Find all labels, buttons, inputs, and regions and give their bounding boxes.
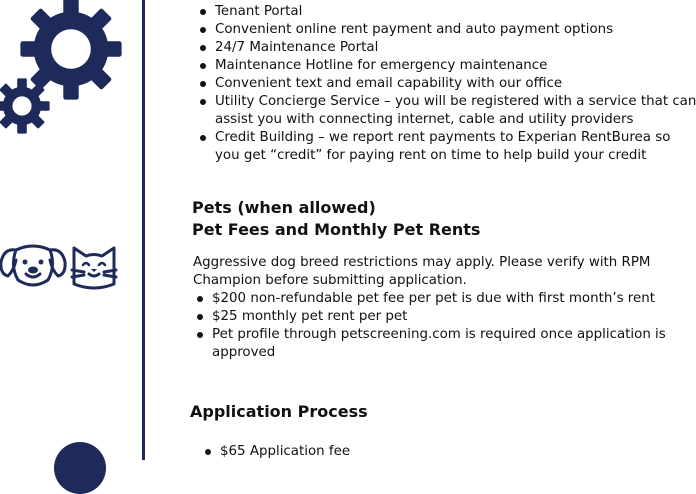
pets-note-line1: Aggressive dog breed restrictions may apply. Please verify with RPM [193, 255, 651, 270]
feature-item-text: Convenient text and email capability with our office [215, 76, 563, 91]
cat-face-icon [68, 240, 120, 292]
pet-fees-list [196, 290, 666, 362]
application-item-text: $65 Application fee [220, 444, 351, 459]
pet-fee-item [196, 326, 666, 362]
feature-item [199, 21, 659, 39]
feature-item-text: assist you with connecting internet, cable and utility providers [215, 112, 634, 127]
feature-item [199, 57, 659, 75]
feature-item-text: Credit Building – we report rent payments to Experian RentBurea so [215, 130, 671, 145]
feature-item [199, 75, 659, 93]
circle-icon [54, 442, 106, 494]
pets-note-line2: Champion before submitting application. [193, 273, 467, 288]
application-list [204, 443, 624, 461]
pet-fee-item [196, 290, 655, 308]
feature-item [199, 93, 696, 129]
pets-heading [192, 197, 480, 241]
sidebar-divider [142, 0, 145, 460]
dog-face-icon [0, 240, 68, 292]
feature-item-text: 24/7 Maintenance Portal [215, 40, 379, 55]
pet-fee-item-text: $25 monthly pet rent per pet [212, 309, 408, 324]
feature-item-text: Convenient online rent payment and auto payment options [215, 22, 614, 37]
feature-item-text: you get “credit” for paying rent on time to help build your credit [215, 148, 647, 163]
pets-heading-line1: Pets (when allowed) [192, 198, 376, 217]
feature-item [199, 129, 671, 165]
pets-restriction-note [193, 254, 650, 290]
pet-fee-item [196, 308, 640, 326]
pet-fee-item-text: $200 non-refundable pet fee per pet is due with first month’s rent [212, 291, 655, 306]
feature-item-text: Tenant Portal [215, 4, 303, 19]
pets-heading-line2: Pet Fees and Monthly Pet Rents [192, 220, 481, 239]
feature-item-text: Maintenance Hotline for emergency maintenance [215, 58, 548, 73]
pet-fee-item-text: Pet profile through petscreening.com is required once application is [212, 327, 666, 342]
application-heading: Application Process [190, 402, 368, 421]
feature-item [199, 3, 659, 21]
pet-fee-item-text: approved [212, 345, 276, 360]
feature-item [199, 39, 659, 57]
gear-icon [0, 76, 52, 136]
features-list [199, 3, 696, 165]
application-item [204, 443, 624, 461]
feature-item-text: Utility Concierge Service – you will be registered with a service that can [215, 94, 696, 109]
